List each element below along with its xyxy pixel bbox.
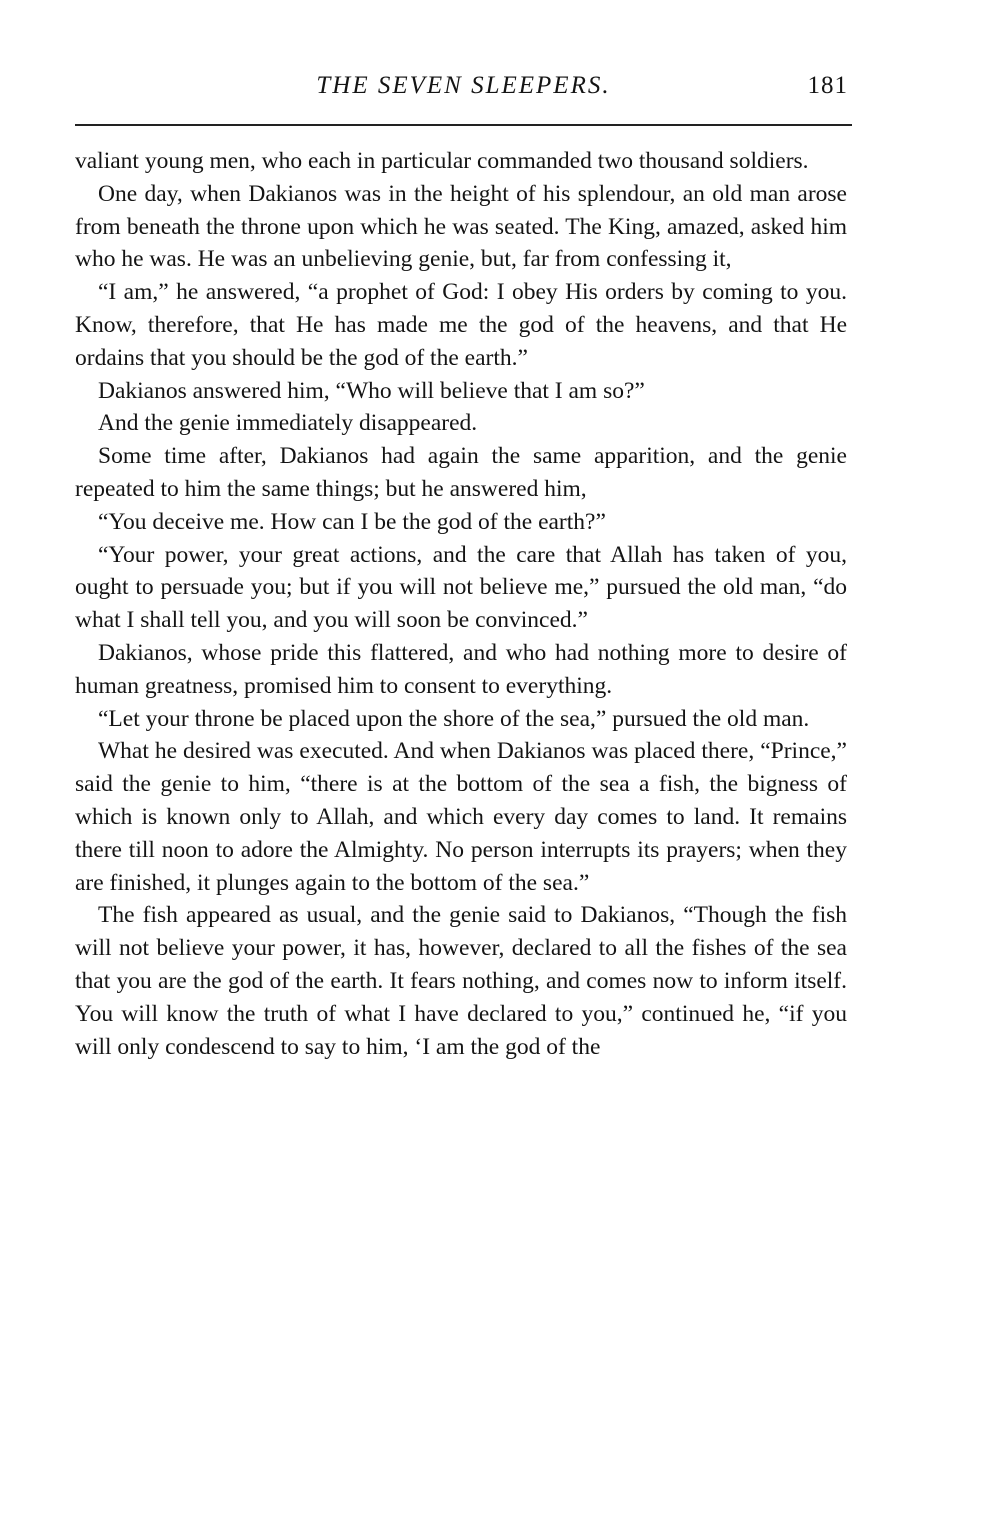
paragraph: “Let your throne be placed upon the shore of the sea,” pursued the old man. — [98, 705, 810, 732]
paragraph: Some time after, Dakianos had again the same apparition, and the genie repeated to him the same things; but he answered him, — [75, 443, 847, 502]
header-rule — [75, 124, 852, 126]
paragraph: What he desired was executed. And when Dakianos was placed there, “Prince,” said the genie to him, “there is at the bottom of the sea a fish, the bigness of which is known only to Allah, and which every day comes to land. It remains there till noon to adore the Almighty. No person interrupts its prayers; when they are finished, it plunges again to the bottom of the sea.” — [75, 738, 847, 896]
paragraph: “You deceive me. How can I be the god of the earth?” — [98, 508, 606, 535]
paragraph: Dakianos answered him, “Who will believe that I am so?” — [98, 377, 645, 404]
paragraph: One day, when Dakianos was in the height of his splendour, an old man arose from beneath the throne upon which he was seated. The King, amazed, asked him who he was. He was an unbelieving genie, but, far from confessing it, — [75, 180, 847, 273]
paragraph: “Your power, your great actions, and the care that Allah has taken of you, ought to persuade you; but if you will not believe me,” pursued the old man, “do what I shall tell you, and you will soon be convinced.” — [75, 541, 847, 634]
paragraph: valiant young men, who each in particular commanded two thousand soldiers. — [75, 148, 809, 174]
body-text — [75, 145, 847, 1063]
running-title: THE SEVEN SLEEPERS. — [316, 72, 611, 99]
page-number: 181 — [807, 72, 848, 99]
paragraph: The fish appeared as usual, and the genie said to Dakianos, “Though the fish will not believe your power, it has, however, declared to all the fishes of the sea that you are the god of the earth. It fears nothing, and comes now to inform itself. You will know the truth of what I have declared to you,” continued he, “if you will only condescend to say to him, ‘I am the god of the — [75, 902, 847, 1060]
paragraph: And the genie immediately disappeared. — [98, 410, 478, 437]
paragraph: “I am,” he answered, “a prophet of God: I obey His orders by coming to you. Know, therefore, that He has made me the god of the heavens, and that He ordains that you should be the god of the earth.” — [75, 279, 847, 371]
running-head — [75, 68, 852, 108]
paragraph: Dakianos, whose pride this flattered, and who had nothing more to desire of human greatness, promised him to consent to everything. — [75, 639, 847, 699]
